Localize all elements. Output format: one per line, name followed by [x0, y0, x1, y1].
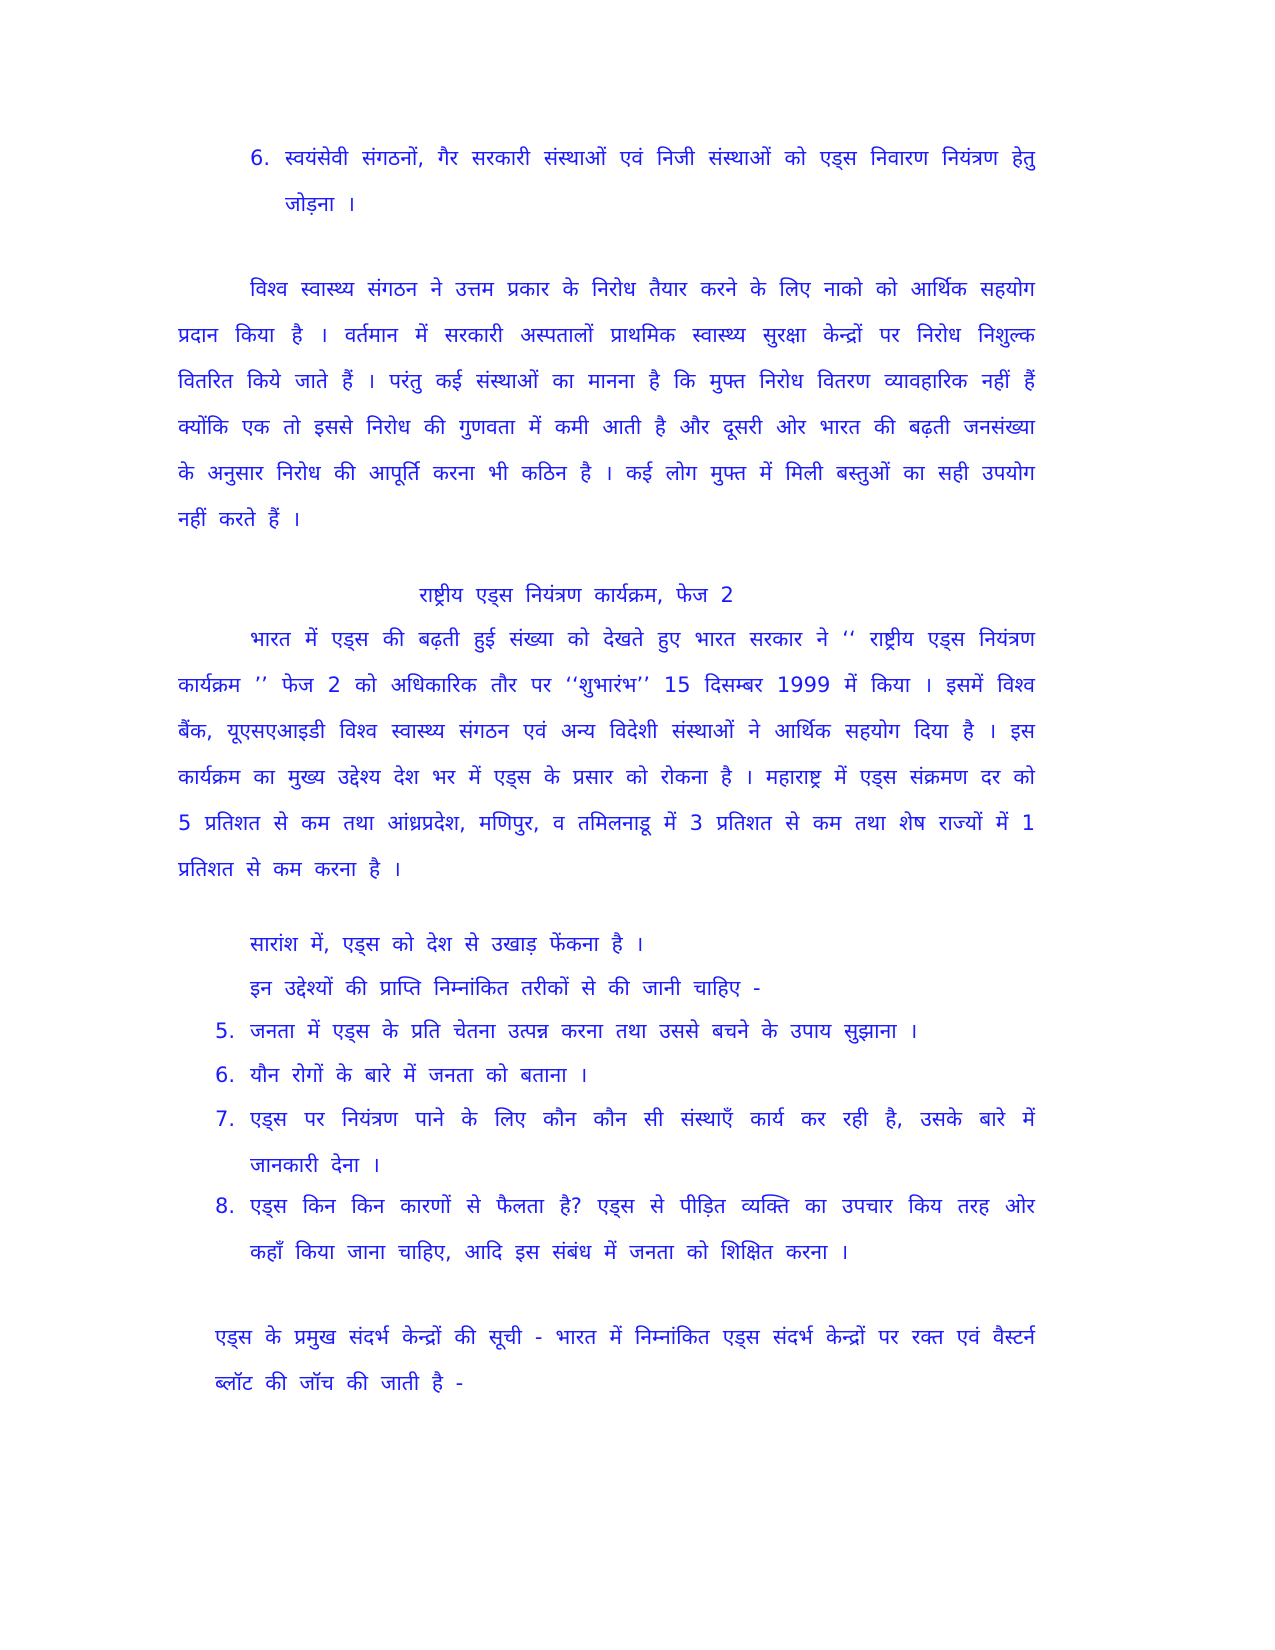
paragraph-reference-centres: एड्स के प्रमुख संदर्भ केन्द्रों की सूची - भारत में निम्नांकित एड्स संदर्भ केन्द्रों पर रक्त एवं वैस्टर्न ब्लॉट की जॉच की जाती है - [215, 1325, 1035, 1395]
list-item-text: स्वयंसेवी संगठनों, गैर सरकारी संस्थाओं एवं निजी संस्थाओं को एड्स निवारण नियंत्रण हेतु जोड़ना । [285, 146, 1035, 216]
paragraph-naco-phase2: भारत में एड्स की बढ़ती हुई संख्या को देखते हुए भारत सरकार ने ‘‘ राष्ट्रीय एड्स नियंत्रण कार्यक्रम ’’ फेज 2 को अधिकारिक तौर पर ‘‘शुभारंभ’’ 15 दिसम्बर 1999 में किया । इसमें विश्व बैंक, यूएसएआइडी विश्व स्वास्थ्य संगठन एवं अन्य विदेशी संस्थाओं ने आर्थिक सहयोग दिया है । इस कार्यक्रम का मुख्य उद्देश्य देश भर में एड्स के प्रसार को रोकना है । महाराष्ट्र में एड्स संक्रमण दर को 5 प्रतिशत से कम तथा आंध्रप्रदेश, मणिपुर, व तमिलनाडू में 3 प्रतिशत से कम तथा शेष राज्यों में 1 प्रतिशत से कम करना है । [178, 627, 1035, 881]
summary-line: सारांश में, एड्स को देश से उखाड़ फेंकना है । [250, 932, 644, 956]
paragraph-who-support: विश्व स्वास्थ्य संगठन ने उत्तम प्रकार के निरोध तैयार करने के लिए नाको को आर्थिक सहयोग प्रदान किया है । वर्तमान में सरकारी अस्पतालों प्राथमिक स्वास्थ्य सुरक्षा केन्द्रों पर निरोध निशुल्क वितरित किये जाते हैं । परंतु कई संस्थाओं का मानना है कि मुफ्त निरोध वितरण व्यावहारिक नहीं हैं क्योंकि एक तो इससे निरोध की गुणवता में कमी आती है और दूसरी ओर भारत की बढ़ती जनसंख्या के अनुसार निरोध की आपूर्ति करना भी कठिन है । कई लोग मुफ्त में मिली बस्तुओं का सही उपयोग नहीं करते हैं । [178, 277, 1035, 531]
objective-item-7 [215, 1096, 1035, 1188]
objectives-intro: इन उद्देश्यों की प्राप्ति निम्नांकित तरीकों से की जानी चाहिए - [250, 976, 761, 1000]
list-item-text: एड्स पर नियंत्रण पाने के लिए कौन कौन सी संस्थाएँ कार्य कर रही है, उसके बारे में जानकारी देना । [250, 1107, 1035, 1177]
objective-item-8 [215, 1183, 1035, 1275]
objective-item-5 [215, 1008, 1035, 1054]
list-item-number: 7. [215, 1107, 236, 1131]
list-item-text: एड्स किन किन कारणों से फैलता है? एड्स से पीड़ित व्यक्ति का उपचार किय तरह ओर कहाँ किया जाना चाहिए, आदि इस संबंध में जनता को शिक्षित करना । [250, 1194, 1035, 1264]
list-item-number: 6. [250, 146, 271, 170]
list-item-6-top [250, 135, 1035, 227]
list-item-text: यौन रोगों के बारे में जनता को बताना । [250, 1063, 588, 1087]
list-item-text: जनता में एड्स के प्रति चेतना उत्पन्न करना तथा उससे बचने के उपाय सुझाना । [250, 1019, 918, 1043]
list-item-number: 5. [215, 1019, 236, 1043]
objective-item-6 [215, 1052, 1035, 1098]
list-item-number: 6. [215, 1063, 236, 1087]
list-item-number: 8. [215, 1194, 236, 1218]
section-heading: राष्ट्रीय एड्स नियंत्रण कार्यक्रम, फेज 2 [419, 583, 734, 607]
